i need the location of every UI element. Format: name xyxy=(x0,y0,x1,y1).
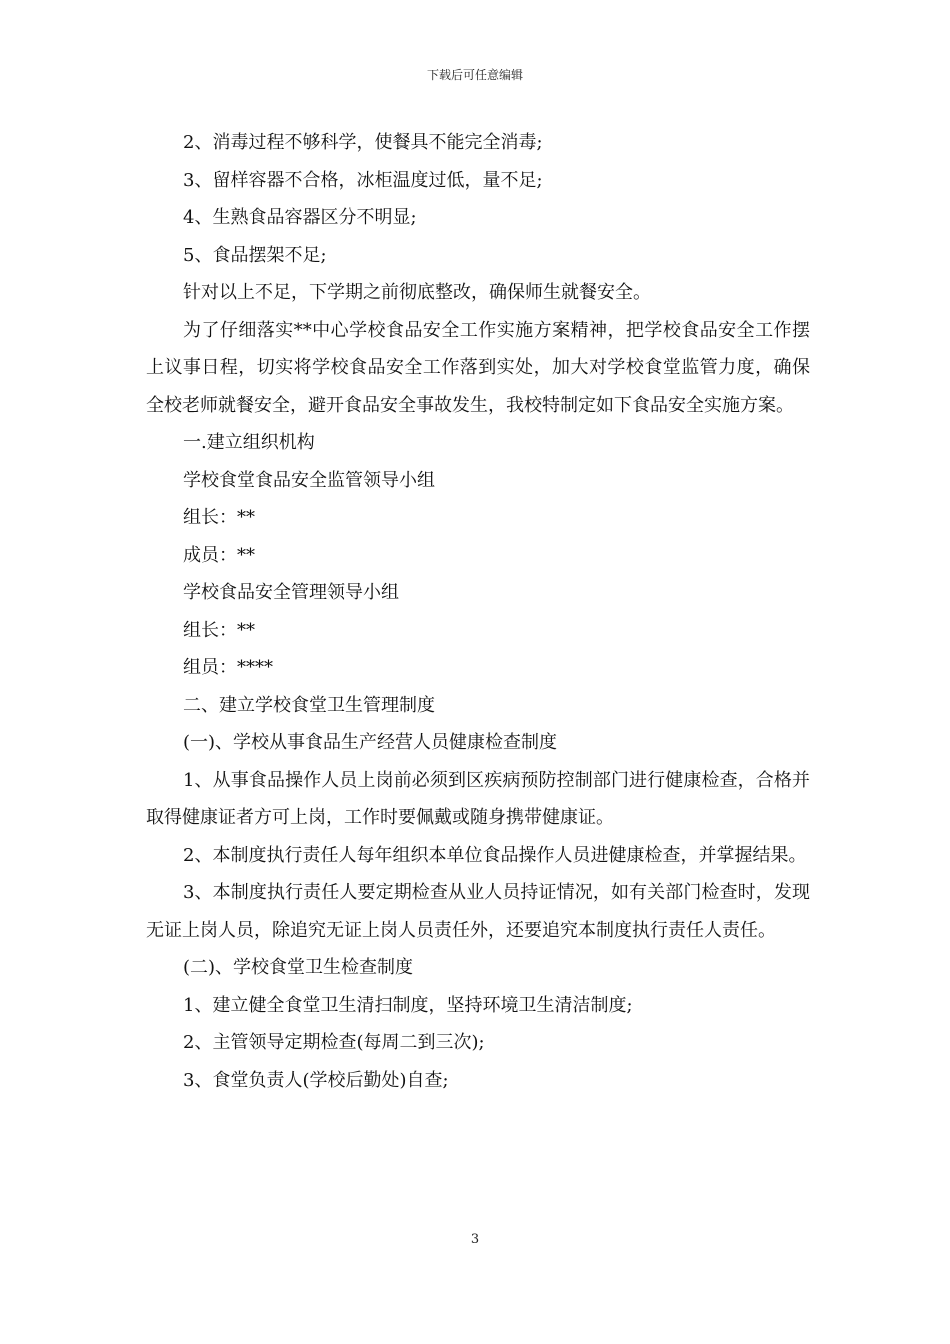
subsection-heading-health-check: (一)、学校从事食品生产经营人员健康检查制度 xyxy=(183,732,558,753)
paragraph-rectification: 针对以上不足，下学期之前彻底整改，确保师生就餐安全。 xyxy=(183,282,651,303)
paragraph-rule-2: 2、本制度执行责任人每年组织本单位食品操作人员进健康检查，并掌握结果。 xyxy=(183,844,807,866)
group-leader: 组长：** xyxy=(183,507,255,528)
page-header: 下载后可任意编辑 xyxy=(426,68,523,82)
section-heading-hygiene: 二、建立学校食堂卫生管理制度 xyxy=(183,694,435,716)
section-heading-organization: 一.建立组织机构 xyxy=(183,432,315,453)
paragraph-rule-3: 3、本制度执行责任人要定期检查从业人员持证情况，如有关部门检查时，发现无证上岗人员，除追究无证上岗人员责任外，还要追究本制度执行责任人责任。 xyxy=(146,882,810,941)
subsection-heading-inspection: (二)、学校食堂卫生检查制度 xyxy=(183,957,414,978)
group-title-management: 学校食品安全管理领导小组 xyxy=(183,582,399,603)
group-members: 组员：**** xyxy=(183,657,273,678)
list-item-self-check: 3、食堂负责人(学校后勤处)自查; xyxy=(183,1069,449,1091)
list-item-cleaning: 1、建立健全食堂卫生清扫制度，坚持环境卫生清洁制度; xyxy=(183,994,633,1016)
group-leader: 组长：** xyxy=(183,619,255,641)
paragraph-intro: 为了仔细落实**中心学校食品安全工作实施方案精神，把学校食品安全工作摆上议事日程，切实将学校食品安全工作落到实处，加大对学校食堂监管力度，确保全校老师就餐安全，避开食品安全事故发生，我校特制定如下食品安全实施方案。 xyxy=(146,319,810,416)
group-title-canteen: 学校食堂食品安全监管领导小组 xyxy=(183,469,435,491)
document-body xyxy=(146,124,810,1099)
paragraph-rule-1: 1、从事食品操作人员上岗前必须到区疾病预防控制部门进行健康检查，合格并取得健康证者方可上岗，工作时要佩戴或随身携带健康证。 xyxy=(146,769,810,828)
list-item-disinfection: 2、消毒过程不够科学，使餐具不能完全消毒; xyxy=(183,132,543,153)
list-item-food-racks: 5、食品摆架不足; xyxy=(183,244,327,266)
list-item-food-containers: 4、生熟食品容器区分不明显; xyxy=(183,207,417,228)
list-item-sample-container: 3、留样容器不合格，冰柜温度过低，量不足; xyxy=(183,169,543,191)
group-members: 成员：** xyxy=(183,544,255,566)
list-item-leader-check: 2、主管领导定期检查(每周二到三次); xyxy=(183,1032,485,1053)
page-number: 3 xyxy=(470,1232,480,1247)
